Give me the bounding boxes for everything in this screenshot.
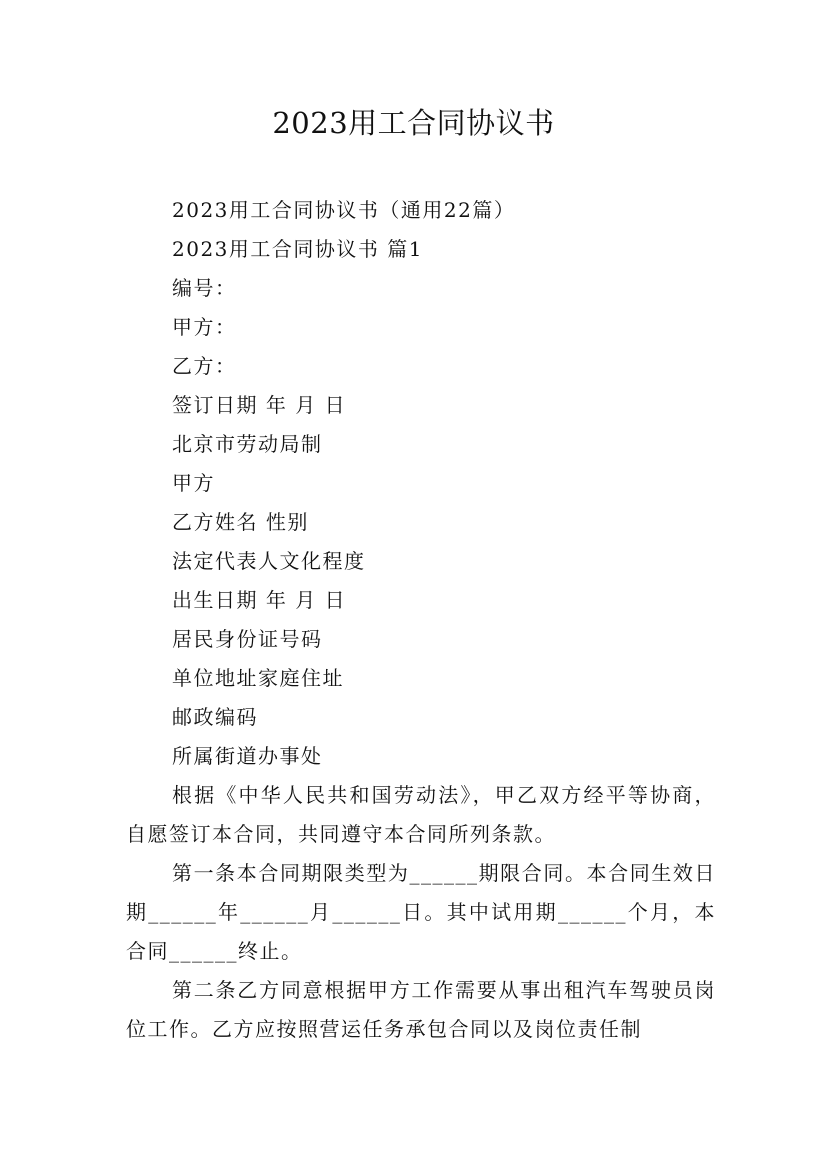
text-line-issuer: 北京市劳动局制	[172, 432, 323, 456]
text-line-postal-code: 邮政编码	[172, 705, 258, 729]
paragraph-article-1: 第一条本合同期限类型为______期限合同。本合同生效日期______年______月______日。其中试用期______个月，本合同______终止。	[126, 861, 716, 963]
text-line-id-number: 居民身份证号码	[172, 627, 323, 651]
text-line-name-gender: 乙方姓名 性别	[172, 510, 309, 534]
text-line-number: 编号：	[172, 276, 237, 300]
document-title: 2023用工合同协议书	[272, 106, 555, 140]
text-line-subtitle: 2023用工合同协议书（通用22篇）	[172, 198, 516, 222]
text-line-representative-education: 法定代表人文化程度	[172, 549, 366, 573]
text-line-address: 单位地址家庭住址	[172, 666, 344, 690]
text-line-party-a-label: 甲方	[172, 471, 215, 495]
paragraph-article-2: 第二条乙方同意根据甲方工作需要从事出租汽车驾驶员岗位工作。乙方应按照营运任务承包合同以及岗位责任制	[126, 978, 716, 1041]
text-line-street-office: 所属街道办事处	[172, 744, 323, 768]
text-line-birth-date: 出生日期 年 月 日	[172, 588, 347, 612]
paragraph-preamble: 根据《中华人民共和国劳动法》，甲乙双方经平等协商，自愿签订本合同，共同遵守本合同所列条款。	[126, 783, 716, 846]
text-line-party-b: 乙方：	[172, 354, 237, 378]
document-body	[126, 191, 716, 1049]
text-line-section-heading: 2023用工合同协议书 篇1	[172, 237, 423, 261]
text-line-party-a: 甲方：	[172, 315, 237, 339]
text-line-sign-date: 签订日期 年 月 日	[172, 393, 347, 417]
